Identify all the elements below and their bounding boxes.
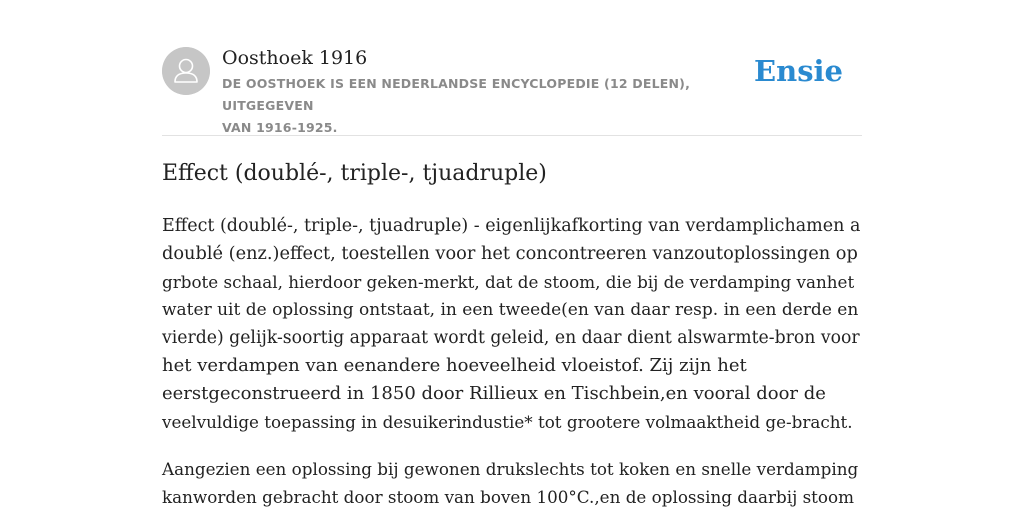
article-title: Effect (doublé-, triple-, tjuadruple): [162, 161, 547, 186]
text-line: veelvuldige toepassing in desuikerindustie* tot grootere volmaaktheid ge-bracht.: [162, 412, 853, 432]
paragraph-2: [162, 455, 862, 511]
text-line: doublé (enz.)effect, toestellen voor het concontreeren vanzoutoplossingen op: [162, 244, 858, 264]
text-line: vierde) gelijk-soortig apparaat wordt geleid, en daar dient alswarmte-bron voor: [162, 328, 860, 348]
text-line: het verdampen van eenandere hoeveelheid vloeistof. Zij zijn het: [162, 355, 747, 376]
text-line: eerstgeconstrueerd in 1850 door Rillieux en Tischbein,en vooral door de: [162, 383, 826, 404]
source-description-line: VAN 1916-1925.: [222, 120, 338, 135]
text-line: kanworden gebracht door stoom van boven 100°C.,en de oplossing daarbij stoom: [162, 487, 854, 507]
avatar[interactable]: [162, 47, 210, 95]
source-description-line: DE OOSTHOEK IS EEN NEDERLANDSE ENCYCLOPEDIE (12 DELEN), UITGEGEVEN: [222, 76, 691, 113]
source-header: [162, 45, 862, 135]
user-icon: [162, 47, 210, 95]
divider: [162, 135, 862, 136]
text-line: grbote schaal, hierdoor geken-merkt, dat de stoom, die bij de verdamping vanhet: [162, 272, 855, 292]
source-description: [222, 73, 762, 139]
text-line: water uit de oplossing ontstaat, in een tweede(en van daar resp. in een derde en: [162, 300, 859, 320]
ensie-logo[interactable]: Ensie: [754, 54, 843, 88]
text-line: Effect (doublé-, triple-, tjuadruple) - eigenlijkafkorting van verdamplichamen a: [162, 216, 861, 236]
article-body: [162, 212, 862, 511]
paragraph-1: [162, 212, 862, 436]
source-name[interactable]: Oosthoek 1916: [222, 47, 368, 69]
text-line: Aangezien een oplossing bij gewonen drukslechts tot koken en snelle verdamping: [162, 459, 859, 479]
